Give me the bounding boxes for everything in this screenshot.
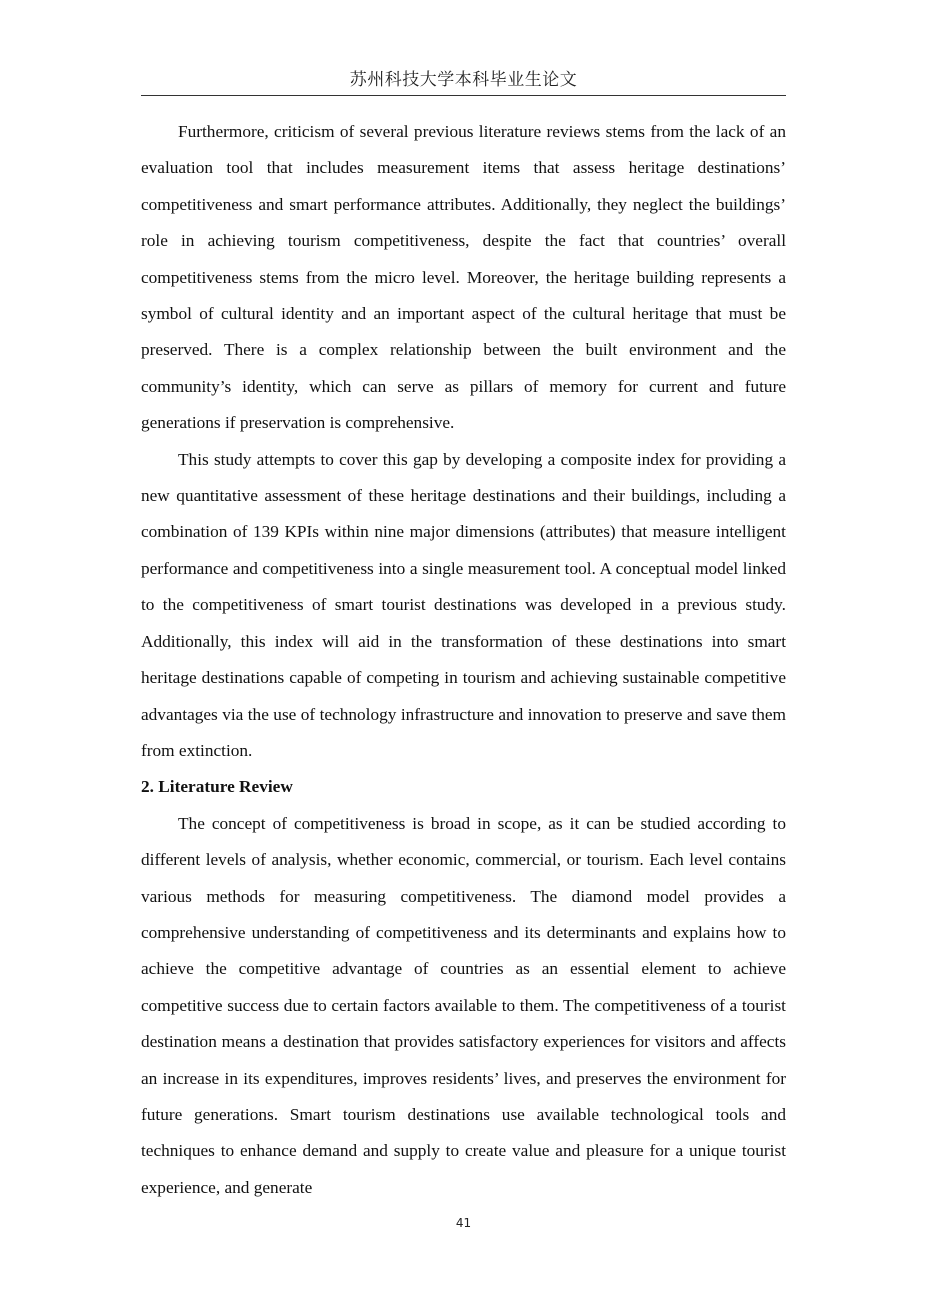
body-text [141, 114, 786, 1206]
paragraph-study-gap: This study attempts to cover this gap by developing a composite index for providing a new quantitative assessment of these heritage destinations and their buildings, including a combination of 139 KPIs within nine major dimensions (attributes) that measure intelligent performance and competitiveness into a single measurement tool. A conceptual model linked to the competitiveness of smart tourist destinations was developed in a previous study. Additionally, this index will aid in the transformation of these destinations into smart heritage destinations capable of competing in tourism and achieving sustainable competitive advantages via the use of technology infrastructure and innovation to preserve and save them from extinction. [141, 449, 786, 760]
paragraph-criticism: Furthermore, criticism of several previous literature reviews stems from the lack of an evaluation tool that includes measurement items that assess heritage destinations’ competitiveness and smart performance attributes. Additionally, they neglect the buildings’ role in achieving tourism competitiveness, despite the fact that countries’ overall competitiveness stems from the micro level. Moreover, the heritage building represents a symbol of cultural identity and an important aspect of the cultural heritage that must be preserved. There is a complex relationship between the built environment and the community’s identity, which can serve as pillars of memory for current and future generations if preservation is comprehensive. [141, 122, 786, 433]
page-number: 41 [455, 1216, 472, 1230]
paragraph-competitiveness-concept: The concept of competitiveness is broad in scope, as it can be studied according to different levels of analysis, whether economic, commercial, or tourism. Each level contains various methods for measuring competitiveness. The diamond model provides a comprehensive understanding of competitiveness and its determinants and explains how to achieve the competitive advantage of countries as an essential element to achieve competitive success due to certain factors available to them. The competitiveness of a tourist destination means a destination that provides satisfactory experiences for visitors and affects an increase in its expenditures, improves residents’ lives, and preserves the environment for future generations. Smart tourism destinations use available technological tools and techniques to enhance demand and supply to create value and pleasure for a unique tourist experience, and generate [141, 813, 786, 1197]
running-header: 苏州科技大学本科毕业生论文 [349, 70, 578, 90]
section-heading-literature-review: 2. Literature Review [141, 777, 293, 797]
header-divider [141, 95, 786, 96]
